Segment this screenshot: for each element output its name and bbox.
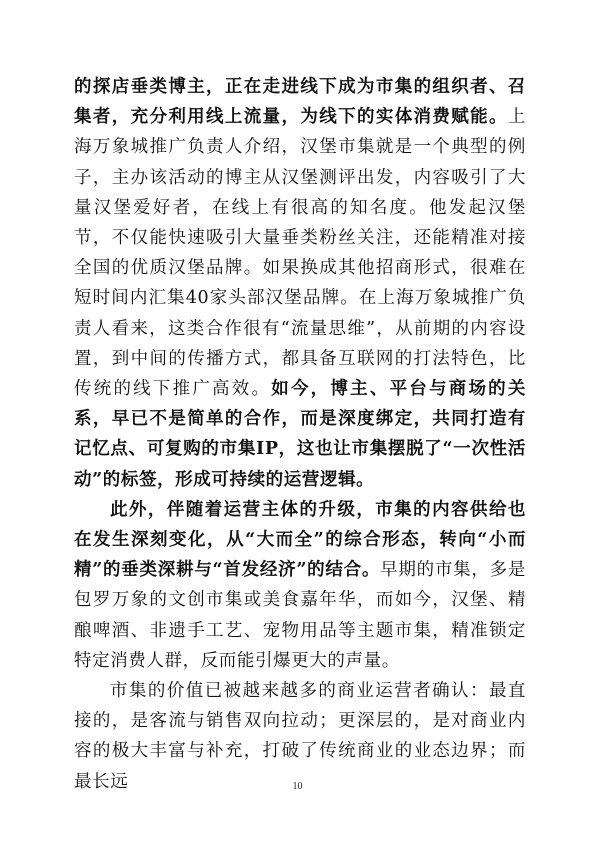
bold-text-segment: 如今，博主、平台与商场的关系，早已不是简单的合作，而是深度绑定，共同打造有记忆点、可复购的市集IP，这也让市集摆脱了“一次性活动”的标签，形成可持续的运营逻辑。 bbox=[74, 379, 526, 490]
article-body bbox=[74, 72, 526, 797]
text-segment: 上海万象城推广负责人介绍，汉堡市集就是一个典型的例子，主办该活动的博主从汉堡测评出发，内容吸引了大量汉堡爱好者，在线上有很高的知名度。他发起汉堡节，不仅能快速吸引大量垂类粉丝关注，还能精准对接全国的优质汉堡品牌。如果换成其他招商形式，很难在短时间内汇集40家头部汉堡品牌。在上海万象城推广负责人看来，这类合作很有“流量思维”，从前期的内容设置，到中间的传播方式，都具备互联网的打法特色，比传统的线下推广高效。 bbox=[74, 107, 526, 400]
text-segment: 市集的价值已被越来越多的商业运营者确认：最直接的，是客流与销售双向拉动；更深层的，是对商业内容的极大丰富与补充，打破了传统商业的业态边界；而最长远 bbox=[74, 681, 526, 792]
paragraph bbox=[74, 72, 526, 495]
paragraph bbox=[74, 676, 526, 797]
bold-text-segment: 此外，伴随着运营主体的升级，市集的内容供给也在发生深刻变化，从“大而全”的综合形态，转向“小而精”的垂类深耕与“首发经济”的结合。 bbox=[74, 499, 526, 581]
page-number: 10 bbox=[292, 781, 303, 792]
text-segment: 早期的市集，多是包罗万象的文创市集或美食嘉年华，而如今，汉堡、精酿啤酒、非遗手工艺、宠物用品等主题市集，精准锁定特定消费人群，反而能引爆更大的声量。 bbox=[74, 560, 526, 671]
paragraph bbox=[74, 495, 526, 676]
bold-text-segment: 的探店垂类博主，正在走进线下成为市集的组织者、召集者，充分利用线上流量，为线下的实体消费赋能。 bbox=[74, 77, 526, 128]
